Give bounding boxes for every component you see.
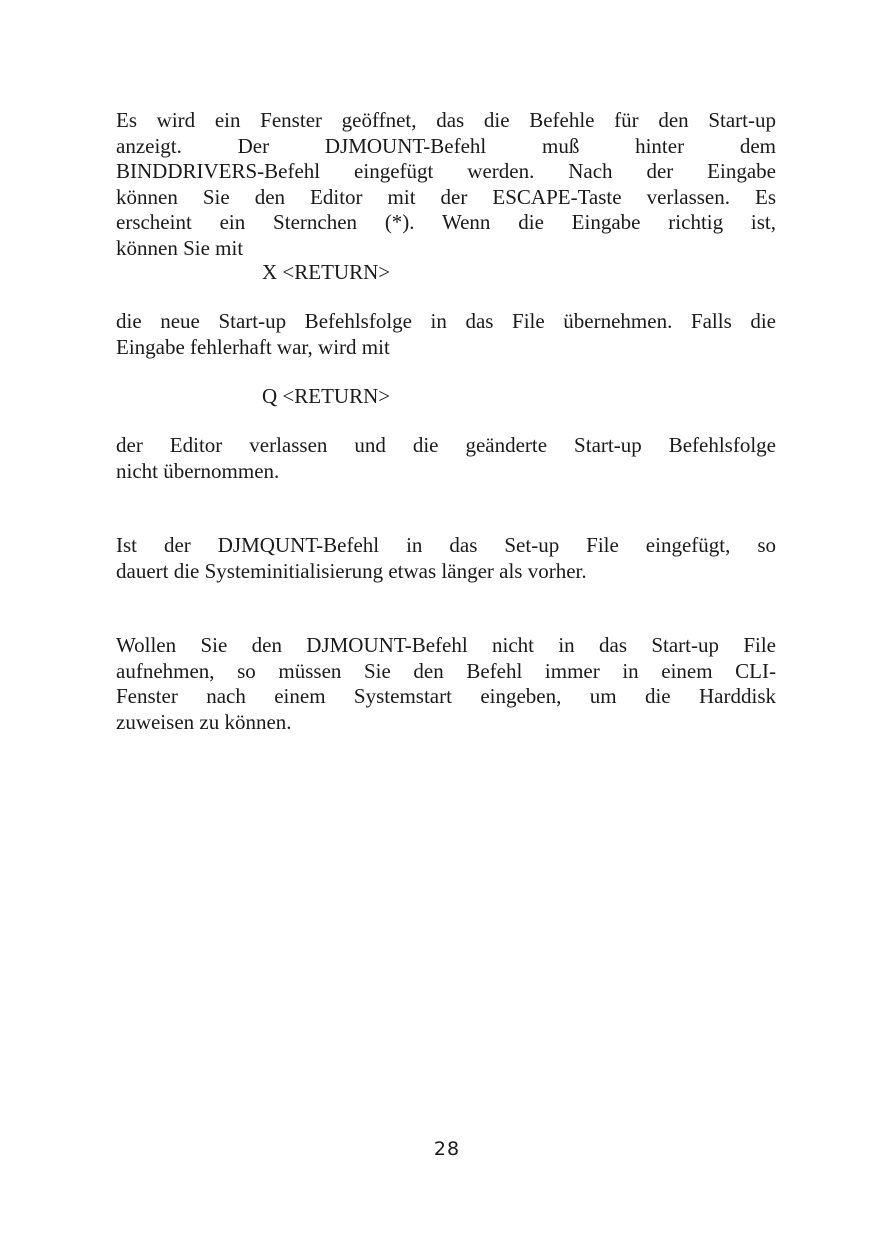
- paragraph-editor-quit: [116, 433, 776, 484]
- paragraph-save-sequence: [116, 309, 776, 360]
- paragraph-setup-file: [116, 533, 776, 584]
- text-line: erscheint ein Sternchen (*). Wenn die Eingabe richtig ist,: [116, 210, 776, 234]
- command-x-return: X <RETURN>: [262, 260, 391, 284]
- paragraph-editor-window: [116, 108, 776, 261]
- text-line: Ist der DJMQUNT-Befehl in das Set-up File eingefügt, so: [116, 533, 776, 557]
- text-line: Eingabe fehlerhaft war, wird mit: [116, 334, 390, 359]
- text-line: anzeigt. Der DJMOUNT-Befehl muß hinter dem: [116, 133, 776, 158]
- text-line: die neue Start-up Befehlsfolge in das File übernehmen. Falls die: [116, 309, 776, 333]
- text-line: Fenster nach einem Systemstart eingeben, um die Harddisk: [116, 684, 776, 708]
- paragraph-manual-mount: [116, 633, 776, 735]
- text-line: nicht übernommen.: [116, 458, 280, 483]
- text-line: der Editor verlassen und die geänderte Start-up Befehlsfolge: [116, 433, 776, 457]
- text-line: können Sie den Editor mit der ESCAPE-Taste verlassen. Es: [116, 184, 776, 209]
- text-line: zuweisen zu können.: [116, 709, 292, 734]
- text-line: aufnehmen, so müssen Sie den Befehl immer in einem CLI-: [116, 658, 776, 683]
- text-line: dauert die Systeminitialisierung etwas länger als vorher.: [116, 558, 587, 583]
- text-line: können Sie mit: [116, 235, 244, 260]
- text-line: Es wird ein Fenster geöffnet, das die Befehle für den Start-up: [116, 108, 776, 132]
- text-line: BINDDRIVERS-Befehl eingefügt werden. Nach der Eingabe: [116, 159, 776, 183]
- command-q-return: Q <RETURN>: [262, 384, 391, 408]
- text-line: Wollen Sie den DJMOUNT-Befehl nicht in das Start-up File: [116, 633, 776, 657]
- page-number: 28: [433, 1138, 461, 1160]
